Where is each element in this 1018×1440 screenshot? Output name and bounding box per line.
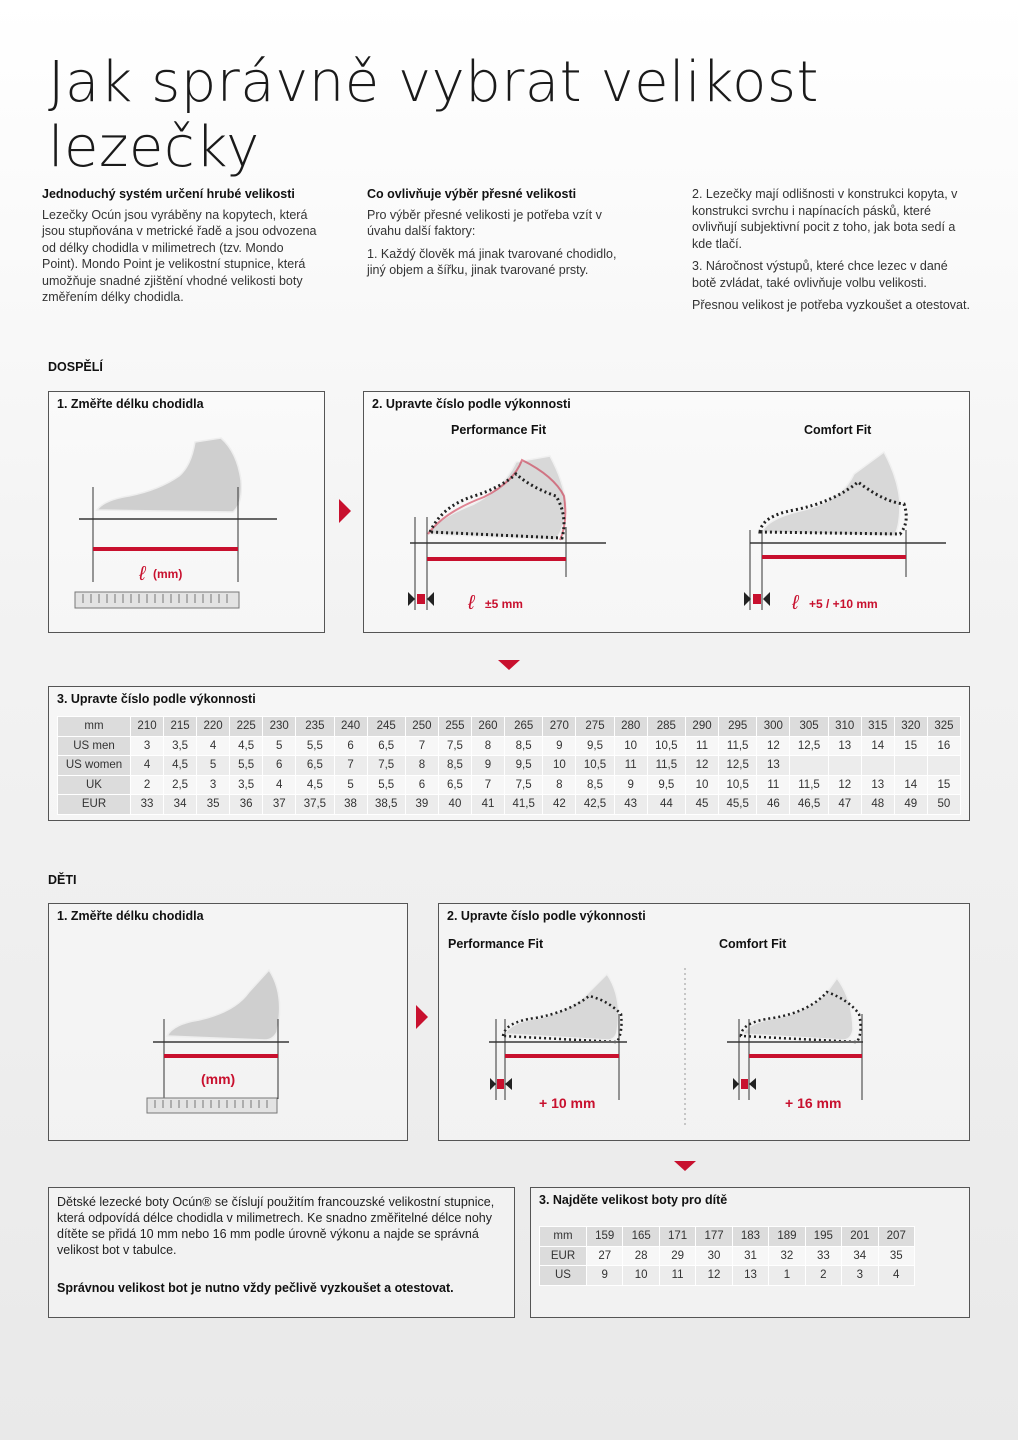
- table-cell: 4,5: [230, 736, 263, 756]
- table-cell: 39: [405, 795, 438, 815]
- table-cell: 7: [334, 756, 367, 776]
- table-cell: 9: [543, 736, 576, 756]
- table-cell: 315: [861, 717, 894, 737]
- table-cell: 2,5: [164, 775, 197, 795]
- adults-measure-illustration: [49, 392, 326, 634]
- table-cell: 40: [438, 795, 471, 815]
- kids-step2-title: 2. Upravte číslo podle výkonnosti: [447, 909, 646, 923]
- table-cell: 295: [719, 717, 757, 737]
- table-row-label: US women: [58, 756, 131, 776]
- table-cell: 11,5: [790, 775, 828, 795]
- table-cell: 44: [647, 795, 685, 815]
- table-cell: 11,5: [719, 736, 757, 756]
- table-cell: 240: [334, 717, 367, 737]
- arrow-down-icon: [674, 1161, 696, 1171]
- intro-col-2-heading: Co ovlivňuje výběr přesné velikosti: [367, 187, 577, 201]
- table-row-label: UK: [58, 775, 131, 795]
- table-cell: 43: [614, 795, 647, 815]
- kids-step2-box: [438, 903, 970, 1141]
- table-cell: [828, 756, 861, 776]
- table-row: [58, 736, 961, 756]
- table-cell: 183: [732, 1227, 768, 1247]
- kids-comfort-label: Comfort Fit: [719, 937, 787, 951]
- intro-col-3-p1: 2. Lezečky mají odlišnosti v konstrukci kopyta, v konstrukci svrchu i napínacích pásků, které ovlivňují subjektivní pocit z toho, jak bota sedí a kde tlačí.: [692, 187, 958, 251]
- adults-performance-label: Performance Fit: [451, 423, 547, 437]
- table-cell: 35: [197, 795, 230, 815]
- table-cell: 6,5: [296, 756, 334, 776]
- table-cell: 8,5: [438, 756, 471, 776]
- intro-col-2: [367, 186, 637, 285]
- table-cell: [894, 756, 927, 776]
- table-cell: 45,5: [719, 795, 757, 815]
- table-cell: 5,5: [367, 775, 405, 795]
- table-cell: 255: [438, 717, 471, 737]
- table-cell: 32: [769, 1246, 805, 1266]
- adults-step1-box: [48, 391, 325, 633]
- table-cell: 8: [405, 756, 438, 776]
- table-cell: 47: [828, 795, 861, 815]
- table-cell: 15: [927, 775, 960, 795]
- adults-size-table: [57, 716, 961, 815]
- kids-measure-illustration: [49, 904, 409, 1142]
- table-cell: 225: [230, 717, 263, 737]
- length-symbol: ℓ: [139, 563, 146, 585]
- table-cell: 36: [230, 795, 263, 815]
- table-cell: 13: [732, 1266, 768, 1286]
- table-cell: 6: [405, 775, 438, 795]
- comfort-foot-icon: [760, 452, 906, 536]
- table-cell: 11: [659, 1266, 695, 1286]
- table-cell: 45: [686, 795, 719, 815]
- table-cell: 46,5: [790, 795, 828, 815]
- table-cell: 12: [828, 775, 861, 795]
- table-cell: 9: [587, 1266, 623, 1286]
- table-cell: 280: [614, 717, 647, 737]
- adults-mm-label: (mm): [153, 567, 183, 581]
- table-cell: 245: [367, 717, 405, 737]
- table-cell: 46: [757, 795, 790, 815]
- table-cell: 7: [405, 736, 438, 756]
- table-cell: 16: [927, 736, 960, 756]
- intro-col-1-heading: Jednoduchý systém určení hrubé velikosti: [42, 187, 295, 201]
- table-cell: 320: [894, 717, 927, 737]
- table-cell: 235: [296, 717, 334, 737]
- table-cell: 3,5: [164, 736, 197, 756]
- kids-step1-title: 1. Změřte délku chodidla: [57, 909, 204, 923]
- table-cell: 8: [543, 775, 576, 795]
- table-cell: 177: [696, 1227, 732, 1247]
- table-cell: 189: [769, 1227, 805, 1247]
- length-symbol: ℓ: [792, 592, 799, 614]
- table-cell: 35: [878, 1246, 915, 1266]
- table-cell: 171: [659, 1227, 695, 1247]
- table-row: [540, 1246, 915, 1266]
- adults-perf-delta: ±5 mm: [485, 597, 523, 611]
- adults-fit-illustration: [364, 392, 971, 634]
- table-cell: 10: [543, 756, 576, 776]
- table-cell: 9: [471, 756, 504, 776]
- adults-step3-box: [48, 686, 970, 821]
- table-cell: 6: [263, 756, 296, 776]
- table-cell: 12,5: [719, 756, 757, 776]
- table-cell: 34: [164, 795, 197, 815]
- table-cell: 33: [131, 795, 164, 815]
- intro-col-3: [692, 186, 974, 320]
- table-cell: 6,5: [367, 736, 405, 756]
- intro-col-2-p1: Pro výběr přesné velikosti je potřeba vzít v úvahu další faktory:: [367, 207, 602, 238]
- kids-info-text1: Dětské lezecké boty Ocún® se číslují použitím francouzské velikostní stupnice, která odpovídá délce chodidla v milimetrech. Ke snadno změřitelné délce nohy dítěte se přidá 10 mm nebo 16 mm podle úrovně výkonu a najde se správná velikost bot v tabulce.: [57, 1195, 495, 1257]
- table-cell: 42: [543, 795, 576, 815]
- table-cell: 33: [805, 1246, 841, 1266]
- table-cell: 8: [471, 736, 504, 756]
- table-cell: 28: [623, 1246, 659, 1266]
- table-cell: 5: [334, 775, 367, 795]
- table-row-label: mm: [540, 1227, 587, 1247]
- table-cell: 30: [696, 1246, 732, 1266]
- page-title: Jak správně vybrat velikost lezečky: [48, 50, 819, 180]
- adults-step1-title: 1. Změřte délku chodidla: [57, 397, 204, 411]
- table-cell: 12: [696, 1266, 732, 1286]
- table-cell: 159: [587, 1227, 623, 1247]
- table-cell: 6: [334, 736, 367, 756]
- table-cell: 31: [732, 1246, 768, 1266]
- table-cell: 310: [828, 717, 861, 737]
- adults-comfort-delta: +5 / +10 mm: [809, 597, 878, 611]
- table-cell: 275: [576, 717, 614, 737]
- adults-comfort-label: Comfort Fit: [804, 423, 872, 437]
- table-cell: 325: [927, 717, 960, 737]
- table-cell: 195: [805, 1227, 841, 1247]
- table-cell: 165: [623, 1227, 659, 1247]
- table-cell: 49: [894, 795, 927, 815]
- arrow-right-icon: [339, 499, 351, 523]
- table-cell: 27: [587, 1246, 623, 1266]
- table-cell: 4: [131, 756, 164, 776]
- table-row: [58, 795, 961, 815]
- table-cell: 5,5: [230, 756, 263, 776]
- table-cell: 5: [263, 736, 296, 756]
- intro-col-2-p2: 1. Každý člověk má jinak tvarované chodidlo, jiný objem a šířku, jinak tvarované prsty.: [367, 246, 617, 277]
- table-cell: 12,5: [790, 736, 828, 756]
- table-cell: 6,5: [438, 775, 471, 795]
- table-cell: 201: [842, 1227, 878, 1247]
- performance-foot-icon: [503, 974, 622, 1042]
- table-cell: 7,5: [438, 736, 471, 756]
- kids-step3-box: [530, 1187, 970, 1318]
- kids-perf-delta: + 10 mm: [539, 1095, 596, 1111]
- table-row-label: US: [540, 1266, 587, 1286]
- adults-step2-box: [363, 391, 970, 633]
- table-cell: 42,5: [576, 795, 614, 815]
- table-cell: 10: [686, 775, 719, 795]
- table-cell: 230: [263, 717, 296, 737]
- table-cell: 265: [505, 717, 543, 737]
- table-cell: 10,5: [576, 756, 614, 776]
- table-cell: 7,5: [367, 756, 405, 776]
- table-cell: 12: [757, 736, 790, 756]
- intro-col-1: [42, 186, 322, 312]
- foot-shape-icon: [167, 970, 280, 1040]
- table-cell: 4,5: [296, 775, 334, 795]
- intro-col-3-p2: 3. Náročnost výstupů, které chce lezec v dané botě zvládat, také ovlivňuje volbu velikosti.: [692, 259, 948, 290]
- table-cell: 11: [686, 736, 719, 756]
- table-cell: [861, 756, 894, 776]
- kids-step1-box: [48, 903, 408, 1141]
- table-cell: 9: [614, 775, 647, 795]
- table-cell: 4: [197, 736, 230, 756]
- table-cell: 3,5: [230, 775, 263, 795]
- ruler-icon: [75, 592, 239, 608]
- table-cell: 10,5: [647, 736, 685, 756]
- table-row-label: EUR: [540, 1246, 587, 1266]
- table-cell: [927, 756, 960, 776]
- table-cell: 13: [861, 775, 894, 795]
- table-cell: 250: [405, 717, 438, 737]
- table-row: [58, 775, 961, 795]
- table-cell: 9,5: [647, 775, 685, 795]
- table-cell: 8,5: [576, 775, 614, 795]
- foot-shape-icon: [97, 438, 241, 512]
- arrow-down-icon: [498, 660, 520, 670]
- table-cell: 14: [894, 775, 927, 795]
- table-cell: 48: [861, 795, 894, 815]
- table-cell: 3: [197, 775, 230, 795]
- table-cell: 285: [647, 717, 685, 737]
- table-cell: 11: [757, 775, 790, 795]
- table-cell: 4,5: [164, 756, 197, 776]
- adults-step2-title: 2. Upravte číslo podle výkonnosti: [372, 397, 571, 411]
- adults-step3-title: 3. Upravte číslo podle výkonnosti: [57, 692, 256, 706]
- table-cell: 2: [805, 1266, 841, 1286]
- table-cell: 13: [757, 756, 790, 776]
- table-cell: [790, 756, 828, 776]
- table-cell: 290: [686, 717, 719, 737]
- performance-foot-icon: [428, 456, 566, 540]
- table-cell: 9,5: [505, 756, 543, 776]
- table-cell: 7: [471, 775, 504, 795]
- table-cell: 12: [686, 756, 719, 776]
- table-cell: 37,5: [296, 795, 334, 815]
- table-row-label: mm: [58, 717, 131, 737]
- table-cell: 41,5: [505, 795, 543, 815]
- table-header-row: [58, 717, 961, 737]
- table-cell: 1: [769, 1266, 805, 1286]
- table-cell: 29: [659, 1246, 695, 1266]
- kids-mm-label: (mm): [201, 1071, 236, 1087]
- kids-step3-title: 3. Najděte velikost boty pro dítě: [539, 1193, 728, 1207]
- table-cell: 10: [623, 1266, 659, 1286]
- table-cell: 13: [828, 736, 861, 756]
- table-header-row: [540, 1227, 915, 1247]
- table-cell: 38: [334, 795, 367, 815]
- intro-col-3-p3: Přesnou velikost je potřeba vyzkoušet a otestovat.: [692, 298, 970, 312]
- table-cell: 15: [894, 736, 927, 756]
- table-cell: 4: [878, 1266, 915, 1286]
- kids-label: DĚTI: [48, 873, 77, 887]
- adults-label: DOSPĚLÍ: [48, 360, 103, 374]
- table-cell: 50: [927, 795, 960, 815]
- table-row: [58, 756, 961, 776]
- comfort-foot-icon: [741, 978, 861, 1042]
- kids-comfort-delta: + 16 mm: [785, 1095, 842, 1111]
- table-cell: 305: [790, 717, 828, 737]
- ruler-icon: [147, 1098, 277, 1113]
- kids-info-box: [48, 1187, 515, 1318]
- table-cell: 270: [543, 717, 576, 737]
- intro-col-1-text: Lezečky Ocún jsou vyráběny na kopytech, která jsou stupňována v metrické řadě a jsou odvozena od délky chodidla v milimetrech (tzv. Mondo Point). Mondo Point je velikostní stupnice, která umožňuje snadné zjištění vhodné velikosti boty změřením délky chodidla.: [42, 207, 317, 304]
- table-cell: 4: [263, 775, 296, 795]
- table-cell: 7,5: [505, 775, 543, 795]
- kids-info-text: [57, 1194, 509, 1318]
- table-cell: 41: [471, 795, 504, 815]
- table-cell: 220: [197, 717, 230, 737]
- kids-info-text2: Správnou velikost bot je nutno vždy pečlivě vyzkoušet a otestovat.: [57, 1281, 454, 1295]
- table-cell: 10,5: [719, 775, 757, 795]
- table-cell: 34: [842, 1246, 878, 1266]
- table-row-label: EUR: [58, 795, 131, 815]
- table-cell: 11: [614, 756, 647, 776]
- kids-fit-illustration: [439, 904, 971, 1142]
- table-cell: 9,5: [576, 736, 614, 756]
- table-cell: 3: [131, 736, 164, 756]
- table-cell: 5,5: [296, 736, 334, 756]
- table-cell: 210: [131, 717, 164, 737]
- length-symbol: ℓ: [468, 592, 475, 614]
- table-cell: 37: [263, 795, 296, 815]
- table-cell: 38,5: [367, 795, 405, 815]
- table-cell: 5: [197, 756, 230, 776]
- table-cell: 10: [614, 736, 647, 756]
- table-cell: 3: [842, 1266, 878, 1286]
- table-cell: 215: [164, 717, 197, 737]
- table-cell: 8,5: [505, 736, 543, 756]
- arrow-right-icon: [416, 1005, 428, 1029]
- table-cell: 260: [471, 717, 504, 737]
- kids-size-table: [539, 1226, 915, 1286]
- table-cell: 300: [757, 717, 790, 737]
- table-cell: 2: [131, 775, 164, 795]
- table-cell: 207: [878, 1227, 915, 1247]
- table-cell: 11,5: [647, 756, 685, 776]
- table-row-label: US men: [58, 736, 131, 756]
- table-cell: 14: [861, 736, 894, 756]
- kids-performance-label: Performance Fit: [448, 937, 544, 951]
- table-row: [540, 1266, 915, 1286]
